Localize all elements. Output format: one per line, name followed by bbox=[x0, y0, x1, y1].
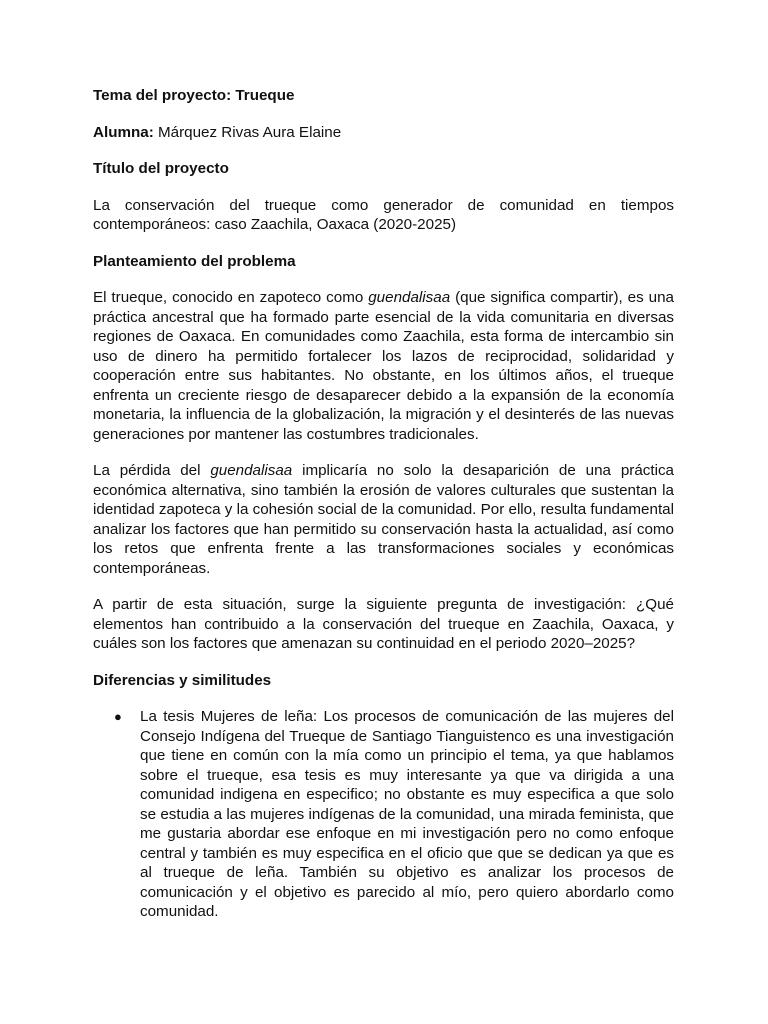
problem-paragraph-3: A partir de esta situación, surge la siguiente pregunta de investigación: ¿Qué elementos han contribuido a la conservación del trueque en Zaachila, Oaxaca, y cuáles son los factores que amenazan su continuidad en el periodo 2020–2025? bbox=[93, 596, 674, 652]
student-name: Márquez Rivas Aura Elaine bbox=[153, 123, 342, 141]
differences-heading: Diferencias y similitudes bbox=[93, 671, 272, 689]
problem-p2-term: guendalisaa bbox=[210, 462, 293, 479]
problem-p1-term: guendalisaa bbox=[368, 289, 451, 306]
topic-heading: Tema del proyecto: Trueque bbox=[93, 87, 295, 104]
title-text: La conservación del trueque como generador de comunidad en tiempos contemporáneos: caso Zaachila, Oaxaca (2020-2025) bbox=[93, 196, 674, 233]
problem-p2-text-a: La pérdida del bbox=[93, 462, 211, 479]
bullet-icon: ● bbox=[114, 709, 122, 724]
list-item bbox=[93, 707, 674, 922]
title-heading: Título del proyecto bbox=[93, 160, 229, 177]
problem-heading: Planteamiento del problema bbox=[93, 252, 296, 270]
problem-p1-text-b: (que significa compartir), es una práctica ancestral que ha formado parte esencial de la vida comunitaria en diversas regiones de Oaxaca. En comunidades como Zaachila, esta forma de intercambio sin uso de dinero ha permitido fortalecer los lazos de reciprocidad, solidaridad y cooperación entre sus habitantes. No obstante, en los últimos años, el trueque enfrenta un creciente riesgo de desaparecer debido a la expansión de la economía monetaria, la influencia de la globalización, la migración y el desinterés de las nuevas generaciones por mantener las costumbres tradicionales. bbox=[93, 289, 674, 443]
problem-paragraph-1 bbox=[93, 288, 674, 444]
problem-p1-text-a: El trueque, conocido en zapoteco como bbox=[93, 289, 369, 306]
list-item-text: La tesis Mujeres de leña: Los procesos de comunicación de las mujeres del Consejo Indígena del Trueque de Santiago Tianguistenco es una investigación que tiene en común con la mía como un principio el tema, ya que hablamos sobre el trueque, esa tesis es muy interesante ya que va dirigida a una comunidad indigena en especifico; no obstante es muy especifica a que solo se estudia a las mujeres indígenas de la comunidad, una mirada feminista, que me gustaria abordar ese enfoque en mi investigación pero no como enfoque central y también es muy especifica en el oficio que que se dedican ya que es al trueque de leña. También su objetivo es analizar los procesos de comunicación y el objetivo es parecido al mío, pero quiero abordarlo como comunidad. bbox=[140, 708, 674, 920]
student-label: Alumna: bbox=[93, 123, 154, 141]
document-page bbox=[93, 84, 674, 922]
problem-paragraph-2 bbox=[93, 461, 674, 578]
student-line bbox=[93, 123, 674, 143]
differences-list bbox=[93, 707, 674, 922]
problem-p2-text-b: implicaría no solo la desaparición de una práctica económica alternativa, sino también la erosión de valores culturales que sustentan la identidad zapoteca y la cohesión social de la comunidad. Por ello, resulta fundamental analizar los factores que han permitido su conservación hasta la actualidad, así como los retos que enfrenta frente a las transformaciones sociales y económicas contemporáneas. bbox=[93, 462, 674, 577]
